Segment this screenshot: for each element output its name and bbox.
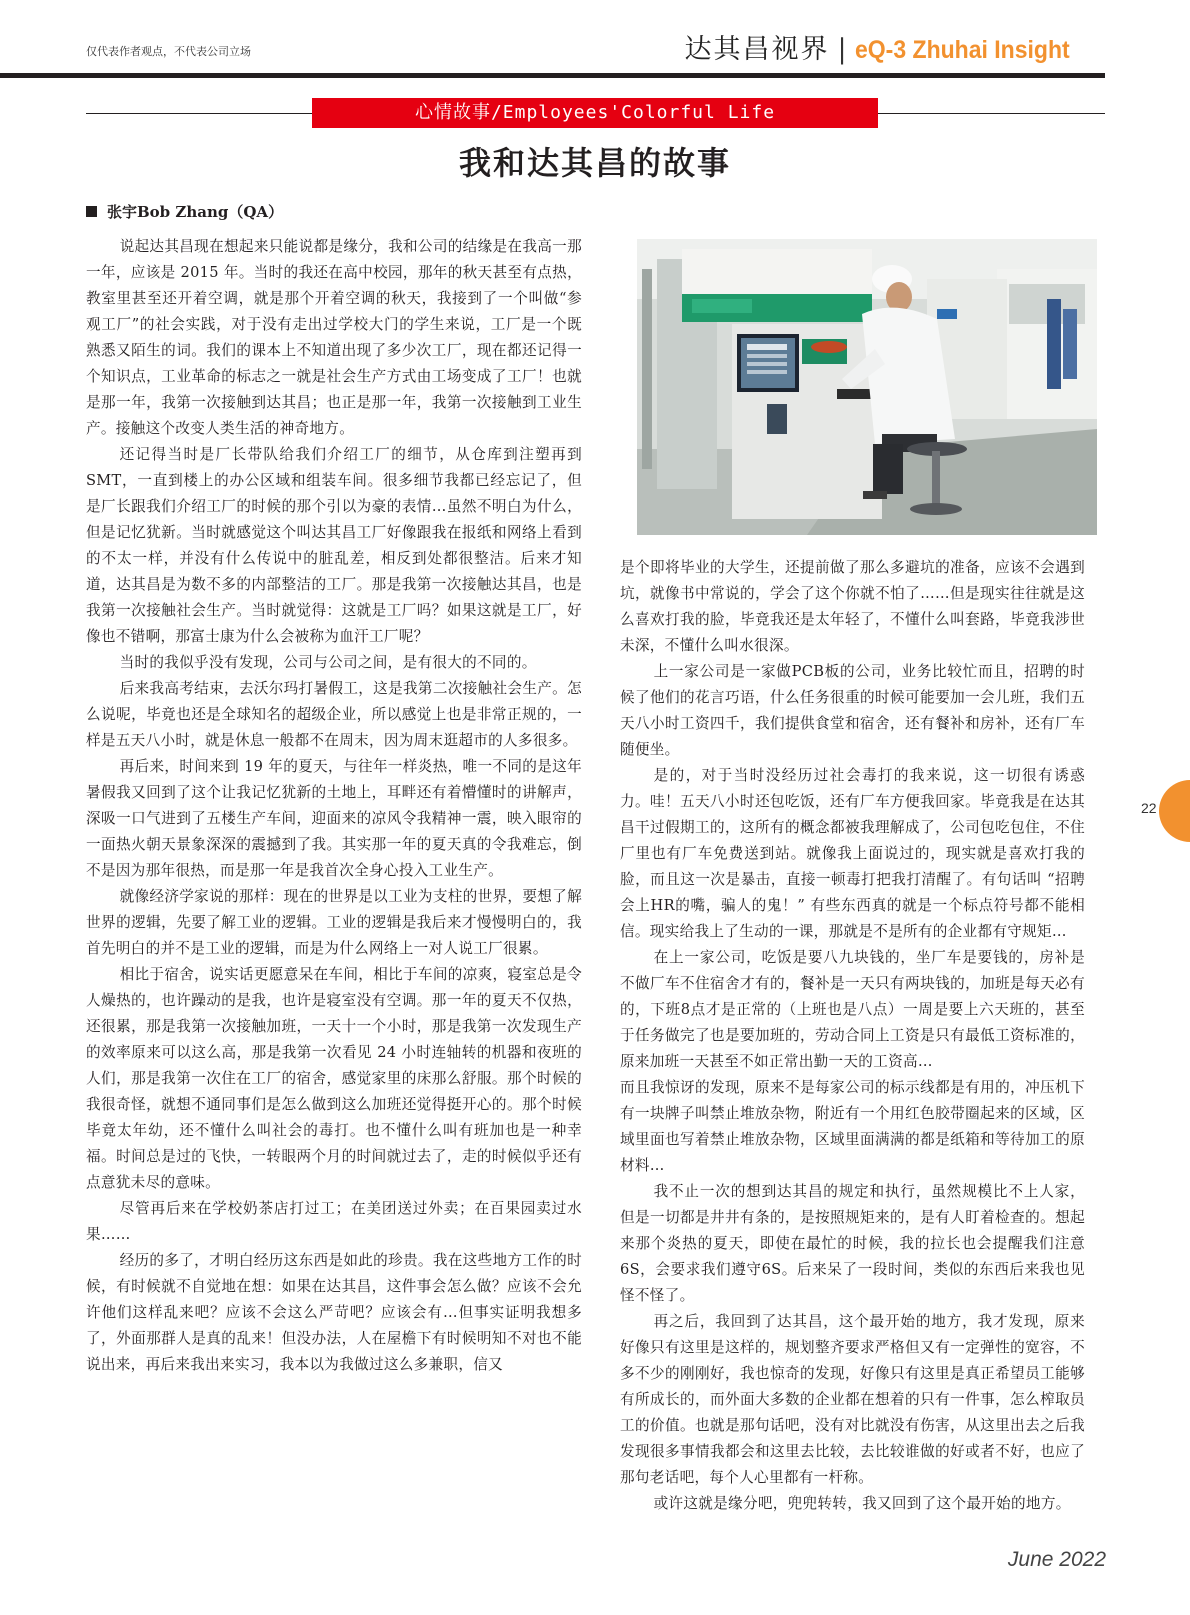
byline xyxy=(86,201,283,222)
article-photo xyxy=(637,239,1097,535)
disclaimer: 仅代表作者观点，不代表公司立场 xyxy=(86,45,251,58)
section-banner: 心情故事/Employees'Colorful Life xyxy=(312,98,878,128)
masthead-en: eQ-3 Zhuhai Insight xyxy=(854,36,1070,64)
article-title: 我和达其昌的故事 xyxy=(458,144,731,182)
byline-text: 张宇Bob Zhang（QA） xyxy=(107,203,284,221)
article-column-left xyxy=(86,234,582,1378)
masthead-separator: | xyxy=(837,34,847,65)
paragraph: 后来我高考结束，去沃尔玛打暑假工，这是我第二次接触社会生产。怎么说呢，毕竟也还是全球知名的超级企业，所以感觉上也是非常正规的，一样是五天八小时，就是休息一般都不在周末，因为周末逛超市的人多很多。 xyxy=(86,680,582,749)
paragraph: 再之后，我回到了达其昌，这个最开始的地方，我才发现，原来好像只有这里是这样的，规划整齐要求严格但又有一定弹性的宽容，不多不少的刚刚好，我也惊奇的发现，好像只有这里是真正希望员工能够有所成长的，而外面大多数的企业都在想着的只有一件事，怎么榨取员工的价值。也就是那句话吧，没有对比就没有伤害，从这里出去之后我发现很多事情我都会和这里去比较，去比较谁做的好或者不好，也应了那句老话吧，每个人心里都有一杆称。 xyxy=(620,1313,1085,1486)
paragraph: 我不止一次的想到达其昌的规定和执行，虽然规模比不上人家，但是一切都是井井有条的，是按照规矩来的，是有人盯着检查的。想起来那个炎热的夏天，即使在最忙的时候，我的拉长也会提醒我们注意6S，会要求我们遵守6S。后来呆了一段时间，类似的东西后来我也见怪不怪了。 xyxy=(620,1183,1085,1304)
paragraph: 上一家公司是一家做PCB板的公司，业务比较忙而且，招聘的时候了他们的花言巧语，什么任务很重的时候可能要加一会儿班，我们五天八小时工资四千，我们提供食堂和宿舍，还有餐补和房补，还有厂车随便坐。 xyxy=(620,663,1085,758)
paragraph: 当时的我似乎没有发现，公司与公司之间，是有很大的不同的。 xyxy=(119,654,537,671)
paragraph: 尽管再后来在学校奶茶店打过工；在美团送过外卖；在百果园卖过水果…… xyxy=(86,1200,582,1243)
paragraph: 就像经济学家说的那样：现在的世界是以工业为支柱的世界，要想了解世界的逻辑，先要了解工业的逻辑。工业的逻辑是我后来才慢慢明白的，我首先明白的并不是工业的逻辑，而是为什么网络上一对人说工厂很累。 xyxy=(86,888,582,957)
article-column-right xyxy=(620,555,1085,1517)
paragraph: 再后来，时间来到 19 年的夏天，与往年一样炎热，唯一不同的是这年暑假我又回到了这个让我记忆犹新的土地上，耳畔还有着懵懂时的讲解声，深吸一口气进到了五楼生产车间，迎面来的凉风令我精神一震，映入眼帘的一面热火朝天景象深深的震撼到了我。其实那一年的夏天真的令我难忘，倒不是因为那年很热，而是那一年是我首次全身心投入工业生产。 xyxy=(86,758,582,879)
page-number: 22 xyxy=(1141,800,1157,816)
top-rule xyxy=(0,73,1105,78)
paragraph: 在上一家公司，吃饭是要八九块钱的，坐厂车是要钱的，房补是不做厂车不住宿舍才有的，餐补是一天只有两块钱的，加班是每天必有的，下班8点才是正常的（上班也是八点）一周是要上六天班的，甚至于任务做完了也是要加班的，劳动合同上工资是只有最低工资标准的，原来加班一天甚至不如正常出勤一天的工资高… xyxy=(620,949,1085,1070)
paragraph: 是的，对于当时没经历过社会毒打的我来说，这一切很有诱惑力。哇！五天八小时还包吃饭，还有厂车方便我回家。毕竟我是在达其昌干过假期工的，这所有的概念都被我理解成了，公司包吃包住，不住厂里也有厂车免费送到站。就像我上面说过的，现实就是喜欢打我的脸，而且这一次是暴击，直接一顿毒打把我打清醒了。有句话叫 “招聘会上HR的嘴，骗人的鬼！” 有些东西真的就是一个标点符号都不能相信。现实给我上了生动的一课，那就是不是所有的企业都有守规矩… xyxy=(620,767,1085,940)
paragraph: 相比于宿舍，说实话更愿意呆在车间，相比于车间的凉爽，寝室总是令人燥热的，也许躁动的是我，也许是寝室没有空调。那一年的夏天不仅热，还很累，那是我第一次接触加班，一天十一个小时，那是我第一次发现生产的效率原来可以这么高，那是我第一次看见 24 小时连轴转的机器和夜班的人们，那是我第一次住在工厂的宿舍，感觉家里的床那么舒服。那个时候的我很奇怪，就想不通同事们是怎么做到这么加班还觉得挺开心的。那个时候毕竟太年幼，还不懂什么叫社会的毒打。也不懂什么叫有班加也是一种幸福。时间总是过的飞快，一转眼两个月的时间就过去了，走的时候似乎还有点意犹未尽的意味。 xyxy=(86,966,582,1191)
paragraph: 经历的多了，才明白经历这东西是如此的珍贵。我在这些地方工作的时候，有时候就不自觉地在想：如果在达其昌，这件事会怎么做？应该不会允许他们这样乱来吧？应该不会这么严苛吧？应该会有…但事实证明我想多了，外面那群人是真的乱来！但没办法，人在屋檐下有时候明知不对也不能说出来，再后来我出来实习，我本以为我做过这么多兼职，信又 xyxy=(86,1252,582,1373)
paragraph: 是个即将毕业的大学生，还提前做了那么多避坑的准备，应该不会遇到坑，就像书中常说的，学会了这个你就不怕了……但是现实往往就是这么喜欢打我的脸，毕竟我还是太年轻了，不懂什么叫套路，毕竟我涉世未深，不懂什么叫水很深。 xyxy=(620,559,1085,654)
factory-worker-illustration xyxy=(637,239,1097,535)
paragraph: 或许这就是缘分吧，兜兜转转，我又回到了这个最开始的地方。 xyxy=(653,1495,1071,1512)
masthead xyxy=(685,33,1088,67)
page-tab xyxy=(1159,780,1190,842)
masthead-cn: 达其昌视界 xyxy=(684,34,830,65)
paragraph: 而且我惊讶的发现，原来不是每家公司的标示线都是有用的，冲压机下有一块牌子叫禁止堆放杂物，附近有一个用红色胶带圈起来的区域，区域里面也写着禁止堆放杂物，区域里面满满的都是纸箱和等待加工的原材料… xyxy=(620,1079,1085,1174)
square-bullet-icon xyxy=(86,206,97,217)
paragraph: 还记得当时是厂长带队给我们介绍工厂的细节，从仓库到注塑再到SMT，一直到楼上的办公区域和组装车间。很多细节我都已经忘记了，但是厂长跟我们介绍工厂的时候的那个引以为豪的表情…虽然不明白为什么，但是记忆犹新。当时就感觉这个叫达其昌工厂好像跟我在报纸和网络上看到的不太一样，并没有什么传说中的脏乱差，相反到处都很整洁。后来才知道，达其昌是为数不多的内部整洁的工厂。那是我第一次接触达其昌，也是我第一次接触社会生产。当时就觉得：这就是工厂吗？如果这就是工厂，好像也不错啊，那富士康为什么会被称为血汗工厂呢？ xyxy=(86,446,582,645)
paragraph: 说起达其昌现在想起来只能说都是缘分，我和公司的结缘是在我高一那一年，应该是 2015 年。当时的我还在高中校园，那年的秋天甚至有点热，教室里甚至还开着空调，就是那个开着空调的秋天，我接到了一个叫做“参观工厂”的社会实践，对于没有走出过学校大门的学生来说，工厂是一个既熟悉又陌生的词。我们的课本上不知道出现了多少次工厂，现在都还记得一个知识点，工业革命的标志之一就是社会生产方式由工场变成了工厂！也就是那一年，我第一次接触到达其昌；也正是那一年，我第一次接触到工业生产。接触这个改变人类生活的神奇地方。 xyxy=(86,238,582,437)
issue-date: June 2022 xyxy=(1007,1548,1106,1571)
